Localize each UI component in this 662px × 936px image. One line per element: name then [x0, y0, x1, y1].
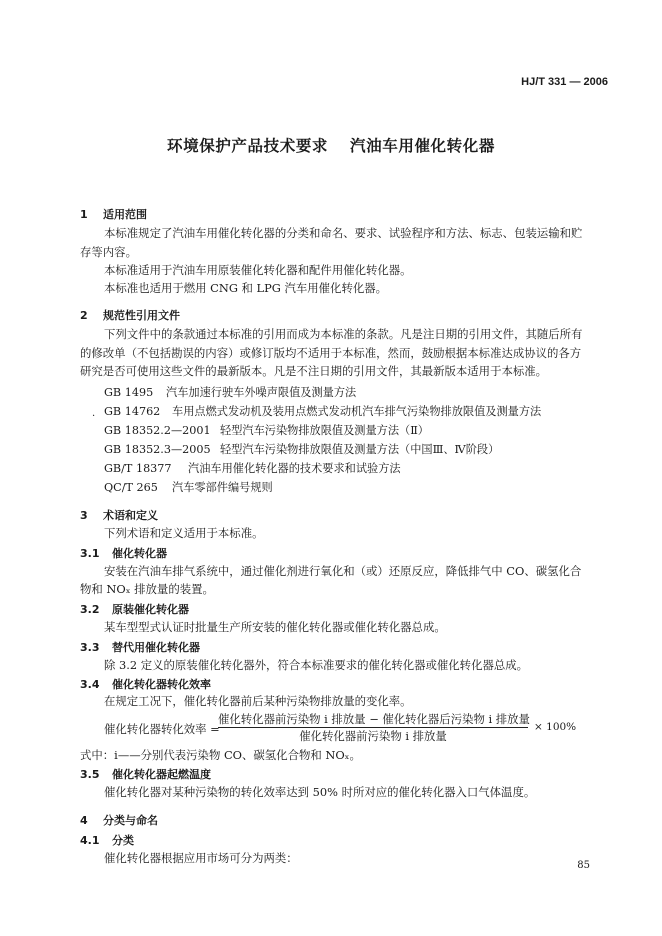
reference-item	[104, 460, 401, 476]
reference-item	[104, 384, 356, 400]
paragraph-line: 安装在汽油车排气系统中，通过催化剂进行氧化和（或）还原反应，降低排气中 CO、碳氢化合	[104, 564, 582, 578]
subsection-4-1-heading	[80, 832, 134, 848]
paragraph-line: 在规定工况下，催化转化器前后某种污染物排放量的变化率。	[104, 694, 412, 708]
subsection-number: 3.1	[80, 547, 100, 560]
reference-item	[104, 403, 541, 419]
reference-title: 车用点燃式发动机及装用点燃式发动机汽车排气污染物排放限值及测量方法	[172, 405, 542, 418]
section-1-heading	[80, 206, 147, 222]
efficiency-formula	[104, 712, 584, 746]
reference-code: QC/T 265	[104, 481, 158, 494]
subsection-3-3-heading	[80, 639, 200, 655]
reference-item	[104, 441, 499, 457]
paragraph-line: 本标准适用于汽油车用原装催化转化器和配件用催化转化器。	[104, 263, 412, 277]
fraction-bar	[218, 727, 528, 728]
section-title: 适用范围	[103, 208, 147, 221]
reference-code: GB 1495	[104, 386, 154, 399]
subsection-title: 催化转化器	[112, 547, 167, 560]
section-2-heading	[80, 307, 180, 323]
subsection-title: 替代用催化转化器	[112, 641, 200, 654]
reference-title: 汽车零部件编号规则	[172, 481, 273, 494]
standard-code: HJ/T 331 — 2006	[521, 76, 608, 88]
section-3-heading	[80, 507, 158, 523]
paragraph-line: 本标准规定了汽油车用催化转化器的分类和命名、要求、试验程序和方法、标志、包装运输和贮	[104, 226, 583, 240]
subsection-number: 3.3	[80, 641, 100, 654]
paragraph-line: 除 3.2 定义的原装催化转化器外，符合本标准要求的催化转化器或催化转化器总成。	[104, 658, 529, 672]
paragraph-line: 下列文件中的条款通过本标准的引用而成为本标准的条款。凡是注日期的引用文件，其随后所有	[104, 327, 583, 341]
paragraph-line: 某车型型式认证时批量生产所安装的催化转化器或催化转化器总成。	[104, 620, 446, 634]
section-number: 3	[80, 509, 88, 522]
subsection-title: 原装催化转化器	[112, 603, 189, 616]
paragraph-line: 催化转化器对某种污染物的转化效率达到 50% 时所对应的催化转化器入口气体温度。	[104, 785, 536, 799]
document-title	[0, 134, 662, 156]
reference-title: 汽油车用催化转化器的技术要求和试验方法	[188, 462, 401, 475]
section-number: 2	[80, 309, 88, 322]
subsection-3-2-heading	[80, 601, 189, 617]
subsection-3-5-heading	[80, 766, 211, 782]
reference-title: 轻型汽车污染物排放限值及测量方法（Ⅱ）	[220, 424, 429, 437]
formula-fraction	[218, 712, 528, 743]
subsection-number: 4.1	[80, 834, 100, 847]
paragraph-line: 下列术语和定义适用于本标准。	[104, 526, 264, 540]
section-4-heading	[80, 812, 158, 828]
reference-code: GB 14762	[104, 405, 161, 418]
subsection-3-1-heading	[80, 545, 167, 561]
section-number: 4	[80, 814, 88, 827]
subsection-number: 3.5	[80, 768, 100, 781]
title-part2: 汽油车用催化转化器	[350, 137, 495, 155]
paragraph-line: 催化转化器根据应用市场可分为两类：	[104, 851, 298, 865]
subsection-title: 分类	[112, 834, 134, 847]
subsection-title: 催化转化器起燃温度	[112, 768, 211, 781]
reference-code: GB 18352.2—2001	[104, 424, 211, 437]
paragraph-line: 本标准也适用于燃用 CNG 和 LPG 汽车用催化转化器。	[104, 281, 388, 295]
reference-code: GB/T 18377	[104, 462, 172, 475]
subsection-3-4-heading	[80, 676, 211, 692]
formula-lhs: 催化转化器转化效率 =	[104, 722, 220, 736]
formula-multiplier: × 100%	[534, 721, 577, 733]
paragraph-line: 存等内容。	[80, 245, 137, 259]
reference-item	[104, 479, 273, 495]
paragraph-line: 研究是否可使用这些文件的最新版本。凡是不注日期的引用文件，其最新版本适用于本标准。	[80, 364, 548, 378]
subsection-number: 3.4	[80, 678, 100, 691]
reference-title: 轻型汽车污染物排放限值及测量方法（中国Ⅲ、Ⅳ阶段）	[220, 443, 500, 456]
section-number: 1	[80, 208, 88, 221]
reference-code: GB 18352.3—2005	[104, 443, 211, 456]
formula-denominator: 催化转化器前污染物 i 排放量	[299, 729, 447, 743]
section-title: 分类与命名	[103, 814, 158, 827]
page-number: 85	[577, 860, 590, 871]
subsection-number: 3.2	[80, 603, 100, 616]
formula-numerator: 催化转化器前污染物 i 排放量 − 催化转化器后污染物 i 排放量	[218, 712, 530, 726]
paragraph-line: 物和 NOₓ 排放量的装置。	[80, 582, 214, 596]
section-title: 术语和定义	[103, 509, 158, 522]
section-title: 规范性引用文件	[103, 309, 180, 322]
title-part1: 环境保护产品技术要求	[167, 137, 329, 155]
paragraph-line: 的修改单（不包括勘误的内容）或修订版均不适用于本标准，然而，鼓励根据本标准达成协议的各方	[80, 346, 582, 360]
stray-mark: .	[92, 408, 96, 419]
formula-where: 式中：i——分别代表污染物 CO、碳氢化合物和 NOₓ。	[80, 748, 361, 762]
reference-item	[104, 422, 429, 438]
reference-title: 汽车加速行驶车外噪声限值及测量方法	[166, 386, 357, 399]
subsection-title: 催化转化器转化效率	[112, 678, 211, 691]
